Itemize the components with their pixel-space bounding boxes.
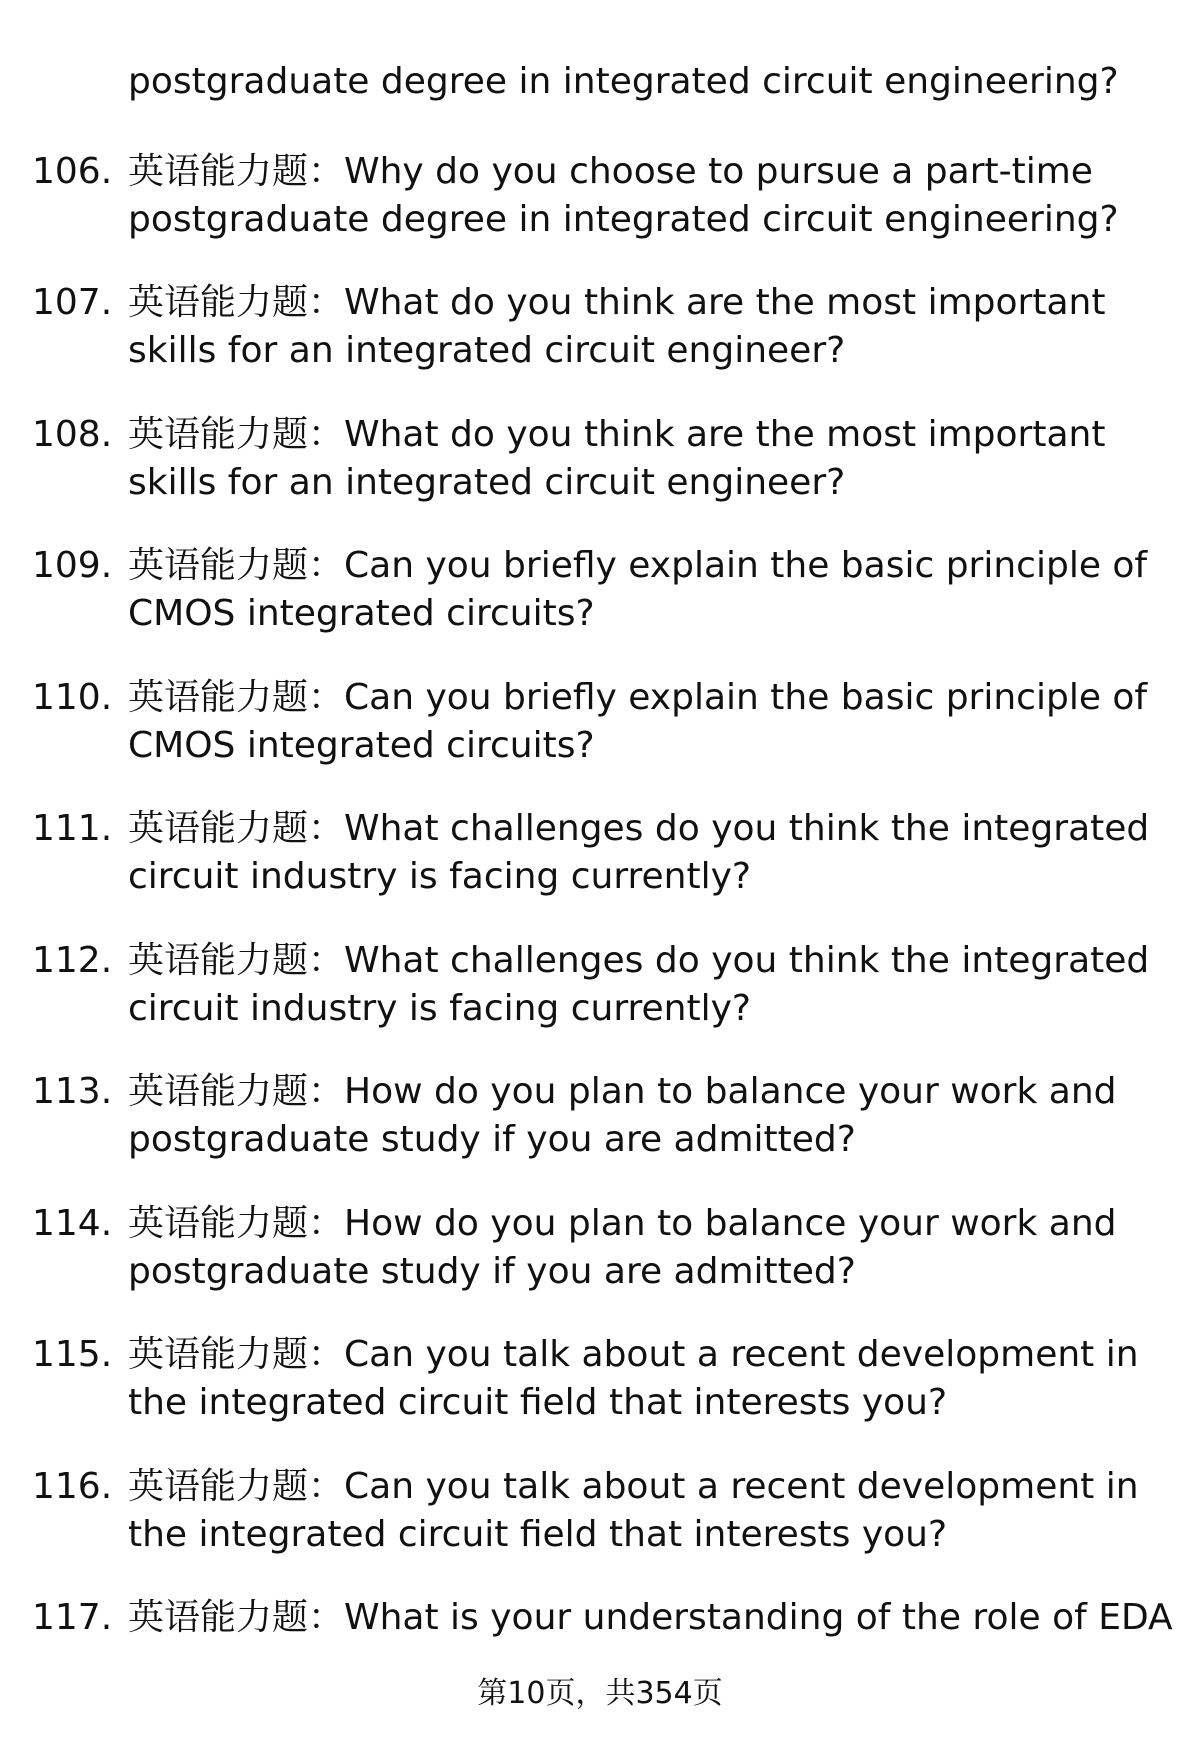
question-line: 英语能力题：What do you think are the most important (128, 414, 1106, 455)
question-number: 113. (32, 1071, 113, 1112)
question-number: 112. (32, 940, 113, 981)
question-text (128, 1068, 1168, 1164)
question-item (0, 1463, 1200, 1563)
question-line: the integrated circuit field that interests you? (128, 1382, 948, 1423)
page-number-footer: 第10页，共354页 (477, 1676, 723, 1711)
question-text (128, 279, 1168, 375)
question-line: 英语能力题：What do you think are the most important (128, 282, 1106, 323)
question-line: 英语能力题：Why do you choose to pursue a part-time (128, 151, 1093, 192)
question-line: postgraduate degree in integrated circuit engineering? (128, 199, 1119, 240)
question-line: 英语能力题：Can you briefly explain the basic principle of (128, 545, 1148, 586)
question-text (128, 1594, 1173, 1642)
question-text (128, 1331, 1168, 1427)
question-number: 115. (32, 1334, 113, 1375)
question-text (128, 937, 1168, 1033)
question-line: circuit industry is facing currently? (128, 856, 752, 897)
question-number: 110. (32, 677, 113, 718)
question-item (0, 937, 1200, 1037)
question-line: postgraduate study if you are admitted? (128, 1119, 856, 1160)
question-number: 116. (32, 1466, 113, 1507)
question-item (0, 1331, 1200, 1431)
question-number: 117. (32, 1597, 113, 1638)
question-item (0, 805, 1200, 905)
question-line: 英语能力题：What challenges do you think the integrated (128, 808, 1150, 849)
question-text (128, 542, 1168, 638)
question-number: 108. (32, 414, 113, 455)
question-number: 111. (32, 808, 113, 849)
question-number: 107. (32, 282, 113, 323)
continuation-line: postgraduate degree in integrated circuit engineering? (128, 61, 1119, 102)
question-line: 英语能力题：Can you talk about a recent development in (128, 1466, 1139, 1507)
question-text (128, 411, 1168, 507)
question-line: CMOS integrated circuits? (128, 725, 595, 766)
question-item (0, 1594, 1200, 1646)
question-number: 114. (32, 1203, 113, 1244)
question-line: circuit industry is facing currently? (128, 988, 752, 1029)
question-item (0, 148, 1200, 248)
question-line: 英语能力题：How do you plan to balance your work and (128, 1203, 1117, 1244)
question-text (128, 1200, 1168, 1296)
question-line: 英语能力题：Can you talk about a recent development in (128, 1334, 1139, 1375)
question-line: 英语能力题：Can you briefly explain the basic principle of (128, 677, 1148, 718)
question-text (128, 1463, 1168, 1559)
question-line: 英语能力题：What challenges do you think the integrated (128, 940, 1150, 981)
question-text (128, 148, 1168, 244)
question-number: 106. (32, 151, 113, 192)
question-item (0, 411, 1200, 511)
question-item (0, 542, 1200, 642)
question-item (0, 1200, 1200, 1300)
question-line: skills for an integrated circuit engineer? (128, 462, 846, 503)
question-line: 英语能力题：What is your understanding of the role of EDA (128, 1597, 1173, 1638)
question-line: the integrated circuit field that interests you? (128, 1514, 948, 1555)
question-number: 109. (32, 545, 113, 586)
question-item (0, 1068, 1200, 1168)
question-line: CMOS integrated circuits? (128, 593, 595, 634)
question-line: postgraduate study if you are admitted? (128, 1251, 856, 1292)
question-line: skills for an integrated circuit engineer? (128, 330, 846, 371)
question-line: 英语能力题：How do you plan to balance your work and (128, 1071, 1117, 1112)
question-item (0, 674, 1200, 774)
question-text (128, 805, 1168, 901)
question-item (0, 279, 1200, 379)
question-text (128, 674, 1168, 770)
